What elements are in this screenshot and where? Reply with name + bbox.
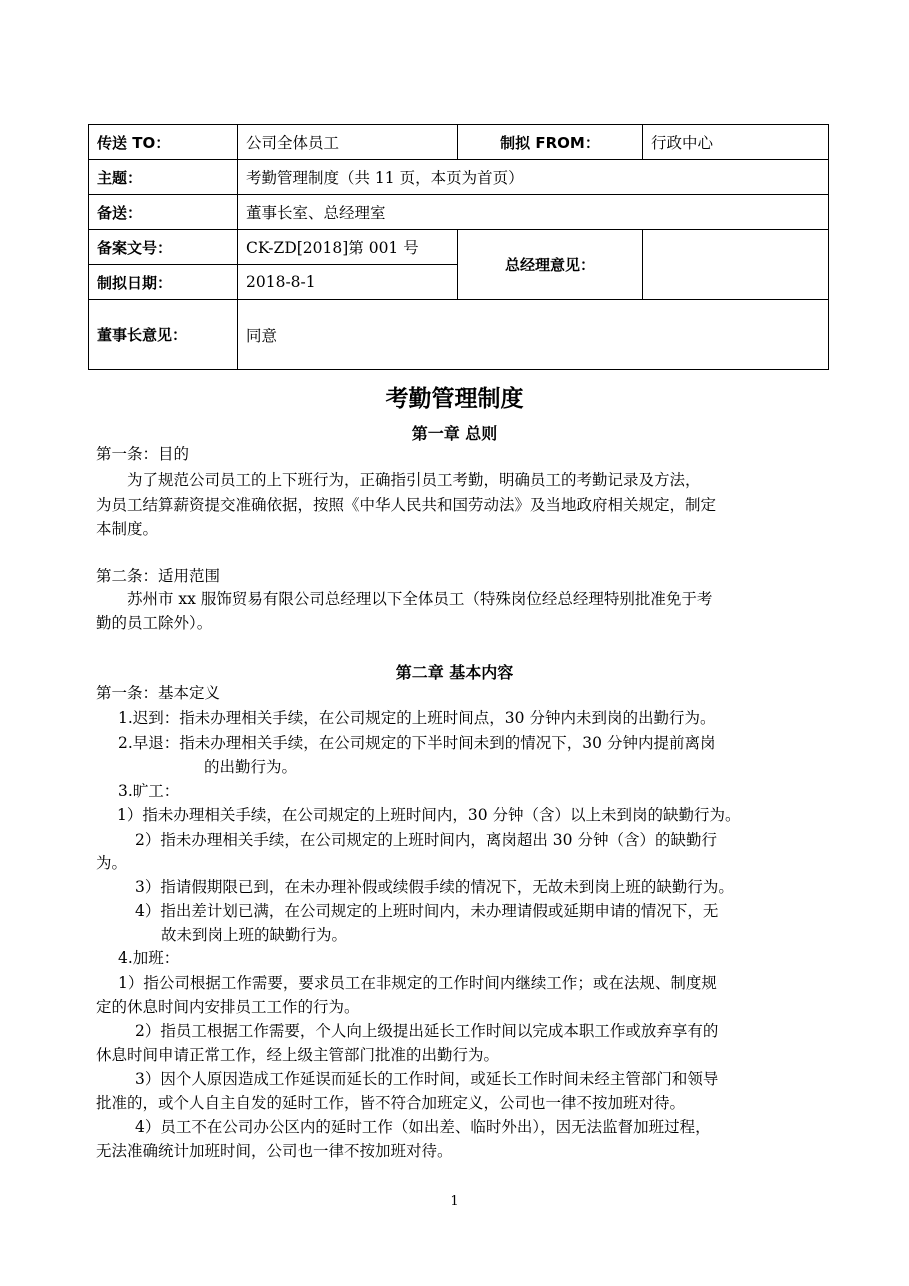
from-value: 行政中心 <box>643 125 829 160</box>
chairman-opinion-value: 同意 <box>238 300 829 370</box>
date-value: 2018-8-1 <box>238 265 458 300</box>
memo-header-table <box>88 124 829 370</box>
paragraph-line: 本制度。 <box>96 520 159 538</box>
paragraph-line: 无法准确统计加班时间，公司也一律不按加班对待。 <box>96 1142 453 1160</box>
gm-opinion-value <box>643 230 829 300</box>
cc-label: 备送： <box>89 195 238 230</box>
paragraph-line: 休息时间申请正常工作，经上级主管部门批准的出勤行为。 <box>96 1046 500 1064</box>
paragraph-line: 为了规范公司员工的上下班行为，正确指引员工考勤，明确员工的考勤记录及方法， <box>127 471 701 489</box>
paragraph-line: 的出勤行为。 <box>204 758 298 776</box>
chapter-1-title: 第一章 总则 <box>411 424 498 443</box>
to-value: 公司全体员工 <box>238 125 458 160</box>
paragraph-line: 故未到岗上班的缺勤行为。 <box>161 926 348 944</box>
absence-item-1: 1）指未办理相关手续，在公司规定的上班时间内，30 分钟（含）以上未到岗的缺勤行为。 <box>117 806 741 824</box>
subject-value: 考勤管理制度（共 11 页，本页为首页） <box>238 160 829 195</box>
definition-overtime-title: 4.加班： <box>118 949 180 967</box>
doc-number-value: CK-ZD[2018]第 001 号 <box>238 230 458 265</box>
cc-value: 董事长室、总经理室 <box>238 195 829 230</box>
doc-number-label: 备案文号： <box>89 230 238 265</box>
paragraph-line: 定的休息时间内安排员工工作的行为。 <box>96 998 360 1016</box>
gm-opinion-label: 总经理意见： <box>458 230 643 300</box>
paragraph-line: 为。 <box>96 854 128 872</box>
overtime-item-4: 4）员工不在公司办公区内的延时工作（如出差、临时外出），因无法监督加班过程， <box>135 1118 711 1136</box>
chairman-opinion-label: 董事长意见： <box>89 300 238 370</box>
definition-late: 1.迟到：指未办理相关手续，在公司规定的上班时间点，30 分钟内未到岗的出勤行为。 <box>118 709 716 727</box>
paragraph-line: 勤的员工除外）。 <box>96 614 213 632</box>
from-label: 制拟 FROM： <box>458 125 643 160</box>
subject-label: 主题： <box>89 160 238 195</box>
paragraph-line: 批准的，或个人自主自发的延时工作，皆不符合加班定义，公司也一律不按加班对待。 <box>96 1094 686 1112</box>
paragraph-line: 苏州市 xx 服饰贸易有限公司总经理以下全体员工（特殊岗位经总经理特别批准免于考 <box>127 590 713 608</box>
document-title: 考勤管理制度 <box>385 386 524 412</box>
absence-item-3: 3）指请假期限已到，在未办理补假或续假手续的情况下，无故未到岗上班的缺勤行为。 <box>135 878 734 896</box>
date-label: 制拟日期： <box>89 265 238 300</box>
article-scope-title: 第二条：适用范围 <box>96 567 221 585</box>
absence-item-2: 2）指未办理相关手续，在公司规定的上班时间内，离岗超出 30 分钟（含）的缺勤行 <box>135 831 717 849</box>
definition-early-leave: 2.早退：指未办理相关手续，在公司规定的下半时间未到的情况下，30 分钟内提前离岗 <box>118 734 716 752</box>
article-definitions-title: 第一条：基本定义 <box>96 684 221 702</box>
chapter-2-title: 第二章 基本内容 <box>395 663 514 682</box>
page-number: 1 <box>450 1194 459 1209</box>
absence-item-4: 4）指出差计划已满，在公司规定的上班时间内，未办理请假或延期申请的情况下，无 <box>135 902 719 920</box>
article-purpose-title: 第一条：目的 <box>96 445 190 463</box>
paragraph-line: 为员工结算薪资提交准确依据，按照《中华人民共和国劳动法》及当地政府相关规定，制定 <box>96 496 717 514</box>
overtime-item-2: 2）指员工根据工作需要，个人向上级提出延长工作时间以完成本职工作或放弃享有的 <box>135 1022 719 1040</box>
overtime-item-1: 1）指公司根据工作需要，要求员工在非规定的工作时间内继续工作；或在法规、制度规 <box>118 974 717 992</box>
to-label: 传送 TO： <box>89 125 238 160</box>
overtime-item-3: 3）因个人原因造成工作延误而延长的工作时间，或延长工作时间未经主管部门和领导 <box>135 1070 719 1088</box>
definition-absence-title: 3.旷工： <box>118 782 180 800</box>
